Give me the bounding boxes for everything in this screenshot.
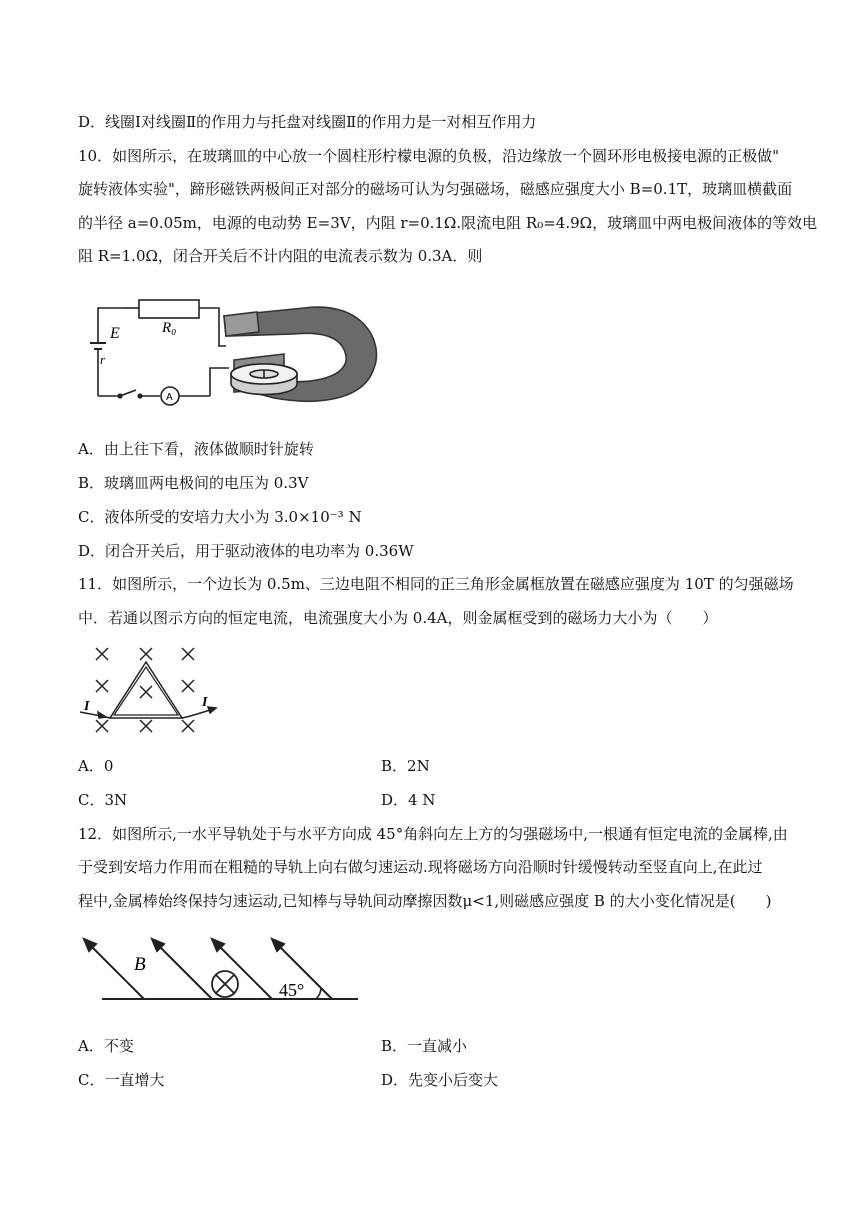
q10-option-a: A．由上往下看，液体做顺时针旋转 [78,440,314,458]
label-e: E [110,325,120,342]
label-r: r [100,352,106,367]
q10-stem-line-4: 阻 R=1.0Ω，闭合开关后不计内阻的电流表示数为 0.3A．则 [78,247,483,265]
q12-stem-line-1: 12．如图所示,一水平导轨处于与水平方向成 45°角斜向左上方的匀强磁场中,一根通有恒定电流的金属棒,由 [78,825,788,843]
q12-stem-line-3: 程中,金属棒始终保持匀速运动,已知棒与导轨间动摩擦因数μ<1,则磁感应强度 B 的大小变化情况是( ) [78,892,772,910]
q10-stem-line-3: 的半径 a=0.05m，电源的电动势 E=3V，内阻 r=0.1Ω.限流电阻 R₀=4.9Ω，玻璃皿中两电极间液体的等效电 [78,214,818,232]
current-label-left: I [84,699,90,714]
q10-figure [84,288,384,413]
q11-figure [78,642,220,742]
q12-option-d: D．先变小后变大 [381,1071,499,1089]
q12-figure [78,936,363,1006]
q10-stem-line-2: 旋转液体实验"，蹄形磁铁两极间正对部分的磁场可认为匀强磁场，磁感应强度大小 B=0.1T，玻璃皿横截面 [78,180,793,198]
field-label-b: B [134,954,146,975]
current-into-page-icon [212,971,238,997]
q10-stem-line-1: 10．如图所示，在玻璃皿的中心放一个圆柱形柠檬电源的负极，沿边缘放一个圆环形电极接电源的正极做" [78,147,779,165]
q10-option-b: B．玻璃皿两电极间的电压为 0.3V [78,474,309,492]
label-r0: R₀ [162,320,177,336]
q11-option-a: A．0 [78,757,114,775]
q11-stem-line-1: 11．如图所示，一个边长为 0.5m、三边电阻不相同的正三角形金属框放置在磁感应强度为 10T 的匀强磁场 [78,575,794,593]
q10-option-c: C．液体所受的安培力大小为 3.0×10⁻³ N [78,508,362,526]
angle-arc [316,988,321,999]
current-label-right: I [202,695,208,710]
q11-stem-line-2: 中．若通以图示方向的恒定电流，电流强度大小为 0.4A，则金属框受到的磁场力大小为（ ） [78,609,718,627]
q9-option-d: D．线圈Ⅰ对线圈Ⅱ的作用力与托盘对线圈Ⅱ的作用力是一对相互作用力 [78,113,537,131]
angle-label: 45° [279,980,305,1000]
q12-option-a: A．不变 [78,1037,134,1055]
q12-stem-line-2: 于受到安培力作用而在粗糙的导轨上向右做匀速运动.现将磁场方向沿顺时针缓慢转动至竖直向上,在此过 [78,858,763,876]
q12-option-c: C．一直增大 [78,1071,165,1089]
q10-option-d: D．闭合开关后，用于驱动液体的电功率为 0.36W [78,542,414,560]
q11-option-d: D．4 N [381,791,436,809]
q12-option-b: B．一直减小 [381,1037,468,1055]
resistor-r0 [139,300,199,318]
field-crosses [96,648,194,732]
q11-option-c: C．3N [78,791,128,809]
ammeter-label: A [166,392,173,403]
q11-option-b: B．2N [381,757,430,775]
